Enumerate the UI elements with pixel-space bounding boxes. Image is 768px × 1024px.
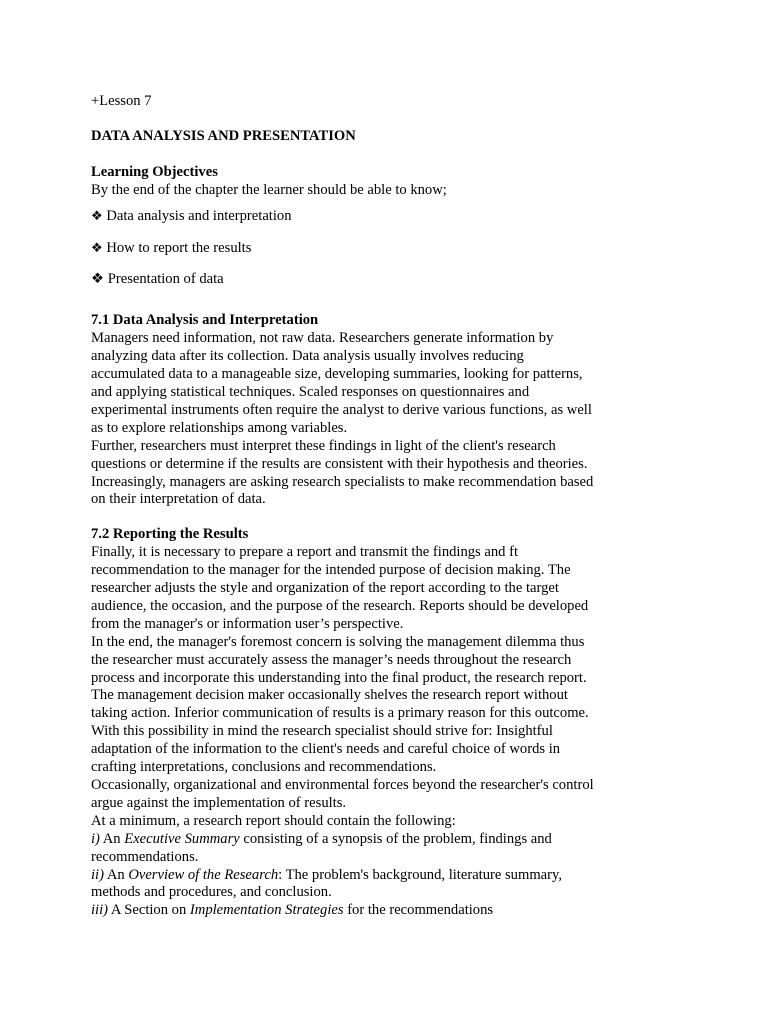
body-line: Increasingly, managers are asking research specialists to make recommendation based [91,473,594,490]
report-item-executive-summary [91,831,631,849]
item-text: consisting of a synopsis of the problem, findings and [239,830,552,847]
diamond-bullet-icon: ❖ [91,240,103,256]
body-line: recommendations. [91,848,199,865]
body-line: argue against the implementation of results. [91,794,347,811]
item-text: : [278,866,283,883]
item-term: Executive Summary [124,830,240,847]
body-line: Managers need information, not raw data. Researchers generate information by [91,330,554,347]
item-numeral: ii) [91,866,104,883]
body-line: Further, researchers must interpret these findings in light of the client's research [91,437,556,454]
document-title: DATA ANALYSIS AND PRESENTATION [91,127,356,144]
item-numeral: iii) [91,902,109,919]
item-numeral: i) [91,830,100,847]
body-line: The management decision maker occasionally shelves the research report without [91,687,568,704]
body-line: accumulated data to a manageable size, developing summaries, looking for patterns, [91,366,583,383]
diamond-bullet-icon: ❖ [91,271,105,288]
objective-item [91,208,631,226]
section-heading: 7.2 Reporting the Results [91,526,249,543]
document-page [91,93,631,920]
section-heading: 7.1 Data Analysis and Interpretation [91,312,319,329]
objective-item [91,240,631,258]
body-line: methods and procedures, and conclusion. [91,884,332,901]
body-line: crafting interpretations, conclusions and recommendations. [91,759,437,776]
lesson-label: +Lesson 7 [91,93,152,109]
body-line: Occasionally, organizational and environmental forces beyond the researcher's control [91,777,594,793]
body-line: the researcher must accurately assess the manager’s needs throughout the research [91,651,572,668]
body-line: taking action. Inferior communication of results is a primary reason for this outcome. [91,705,589,722]
body-line: as to explore relationships among variables. [91,419,348,436]
body-line: With this possibility in mind the research specialist should strive for: Insightful [91,723,553,740]
body-line: on their interpretation of data. [91,491,266,508]
body-line: and applying statistical techniques. Scaled responses on questionnaires and [91,383,530,400]
item-text: The problem's background, literature summary, [282,866,563,883]
body-line: adaptation of the information to the client's needs and careful choice of words in [91,741,561,758]
report-item-overview [91,867,631,885]
item-text: An [103,866,129,883]
body-line: In the end, the manager's foremost concern is solving the management dilemma thus [91,633,585,650]
body-line: At a minimum, a research report should contain the following: [91,812,456,829]
objective-item [91,271,631,289]
objective-text: Presentation of data [107,271,224,288]
body-line: audience, the occasion, and the purpose of the research. Reports should be developed [91,597,589,614]
body-line: recommendation to the manager for the intended purpose of decision making. The [91,562,571,579]
body-line: Finally, it is necessary to prepare a report and transmit the findings and ft [91,544,519,561]
objective-text: How to report the results [106,239,252,256]
report-item-implementation [91,902,631,920]
section2-body [91,544,631,920]
body-line: from the manager's or information user’s perspective. [91,615,404,632]
item-term: Implementation Strategies [189,902,344,919]
objectives-heading: Learning Objectives [91,163,218,180]
body-line: process and incorporate this understanding into the final product, the research report. [91,669,587,686]
body-line: analyzing data after its collection. Data analysis usually involves reducing [91,348,524,365]
body-line: questions or determine if the results are consistent with their hypothesis and theories. [91,455,588,472]
body-line: researcher adjusts the style and organization of the report according to the target [91,580,559,597]
body-line: experimental instruments often require the analyst to derive various functions, as well [91,401,592,418]
objective-text: Data analysis and interpretation [106,207,292,224]
section1-body [91,330,631,509]
objectives-intro: By the end of the chapter the learner should be able to know; [91,181,447,198]
item-text: for the recommendations [343,902,494,919]
item-text: An [99,830,125,847]
item-term: Overview of the Research [128,866,279,883]
item-text: A Section on [108,902,190,919]
diamond-bullet-icon: ❖ [91,208,103,224]
